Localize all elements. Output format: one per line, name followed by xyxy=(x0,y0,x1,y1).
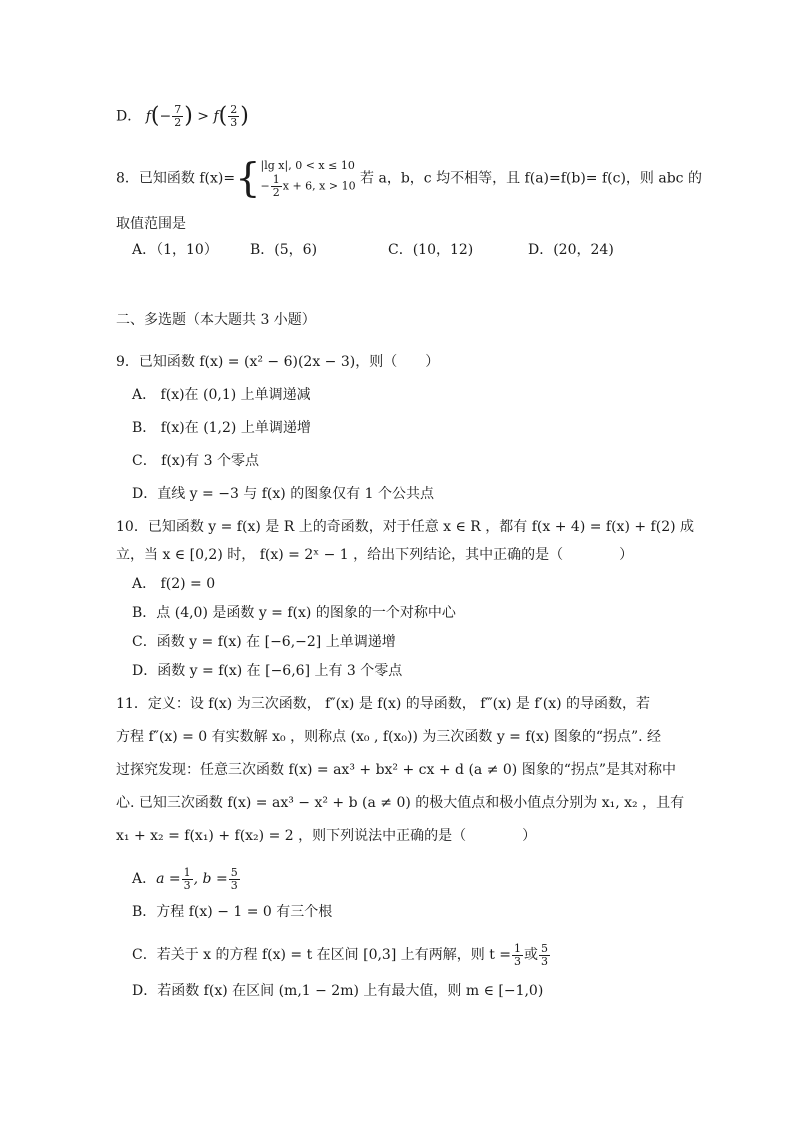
q8-option-b: B．(5，6) xyxy=(250,242,318,258)
q11-stem-line3: 过探究发现：任意三次函数 f(x) = ax³ + bx² + cx + d (a ≠ 0) 图象的“拐点”是其对称中 xyxy=(116,762,677,778)
q8-prefix: 8．已知函数 f(x)= xyxy=(116,170,236,187)
paren: ) xyxy=(184,103,193,129)
q9-option-d: D．直线 y = −3 与 f(x) 的图象仅有 1 个公共点 xyxy=(132,486,435,502)
q9-option-a: A． f(x)在 (0,1) 上单调递减 xyxy=(132,387,311,403)
q8-option-c: C．(10，12) xyxy=(388,242,474,258)
q11-stem-line2: 方程 f″(x) = 0 有实数解 x₀ ，则称点 (x₀ , f(x₀)) 为三次函数 y = f(x) 图象的“拐点”. 经 xyxy=(116,729,662,745)
func-name: f xyxy=(145,108,151,125)
paren: ( xyxy=(218,103,228,129)
q7-option-d: D． f(− $\frac{7}{2}$ ) > f( $\frac{2}{3}$ ) xyxy=(116,103,249,129)
q8-option-a: A．（1，10） xyxy=(132,242,218,258)
q9-option-b: B． f(x)在 (1,2) 上单调递增 xyxy=(132,420,311,436)
section-title: 二、多选题（本大题共 3 小题） xyxy=(116,312,316,328)
q8-option-d: D．(20，24) xyxy=(528,242,614,258)
q11-stem-line1: 11．定义：设 f(x) 为三次函数， f″(x) 是 f(x) 的导函数， f‴(x) 是 f′(x) 的导函数，若 xyxy=(116,696,651,712)
q10-option-d: D．函数 y = f(x) 在 [−6,6] 上有 3 个零点 xyxy=(132,663,403,679)
q8-stem-line2: 取值范围是 xyxy=(116,216,186,232)
q10-stem-line2: 立，当 x ∈ [0,2) 时， f(x) = 2ˣ − 1 ，给出下列结论，其中正确的是（ ） xyxy=(116,547,634,563)
brace: { xyxy=(235,155,261,202)
comparison: > xyxy=(197,108,209,125)
q10-option-b: B．点 (4,0) 是函数 y = f(x) 的图象的一个对称中心 xyxy=(132,605,456,621)
q11-stem-line4: 心. 已知三次函数 f(x) = ax³ − x² + b (a ≠ 0) 的极大值点和极小值点分别为 x₁, x₂ ，且有 xyxy=(116,795,685,811)
q11-option-d: D．若函数 f(x) 在区间 (m,1 − 2m) 上有最大值，则 m ∈ [−1,0) xyxy=(132,983,544,999)
q9-stem: 9．已知函数 f(x) = (x² − 6)(2x − 3)，则（ ） xyxy=(116,354,440,370)
q10-option-c: C．函数 y = f(x) 在 [−6,−2] 上单调递增 xyxy=(132,634,396,650)
paren: ( xyxy=(150,103,160,129)
q10-option-a: A． f(2) = 0 xyxy=(132,576,216,592)
fraction: $\frac{7}{2}$ xyxy=(174,103,182,129)
q9-option-c: C． f(x)有 3 个零点 xyxy=(132,453,259,469)
q11-option-a: A．a = $\frac{1}{3}$ , b = $\frac{5}{3}$ xyxy=(132,865,238,892)
q11-option-b: B．方程 f(x) − 1 = 0 有三个根 xyxy=(132,904,333,920)
q11-option-c: C．若关于 x 的方程 f(x) = t 在区间 [0,3] 上有两解，则 t = $\frac{1}{3}$ 或 $\frac{5}{3}$ xyxy=(132,941,549,968)
option-label: D． xyxy=(116,108,142,125)
paren: ) xyxy=(240,103,249,129)
piecewise: |lg x|, 0 < x ≤ 10 − $\frac{1}{2}$ x + 6, x > 10 xyxy=(260,159,356,199)
fraction: $\frac{2}{3}$ xyxy=(230,103,238,129)
q10-stem-line1: 10．已知函数 y = f(x) 是 R 上的奇函数，对于任意 x ∈ R ，都有 f(x + 4) = f(x) + f(2) 成 xyxy=(116,519,695,535)
q8-stem xyxy=(116,155,702,202)
q11-stem-line5: x₁ + x₂ = f(x₁) + f(x₂) = 2 ，则下列说法中正确的是（ ） xyxy=(116,828,537,844)
q8-suffix: 若 a，b，c 均不相等，且 f(a)=f(b)= f(c)，则 abc 的 xyxy=(360,170,702,187)
